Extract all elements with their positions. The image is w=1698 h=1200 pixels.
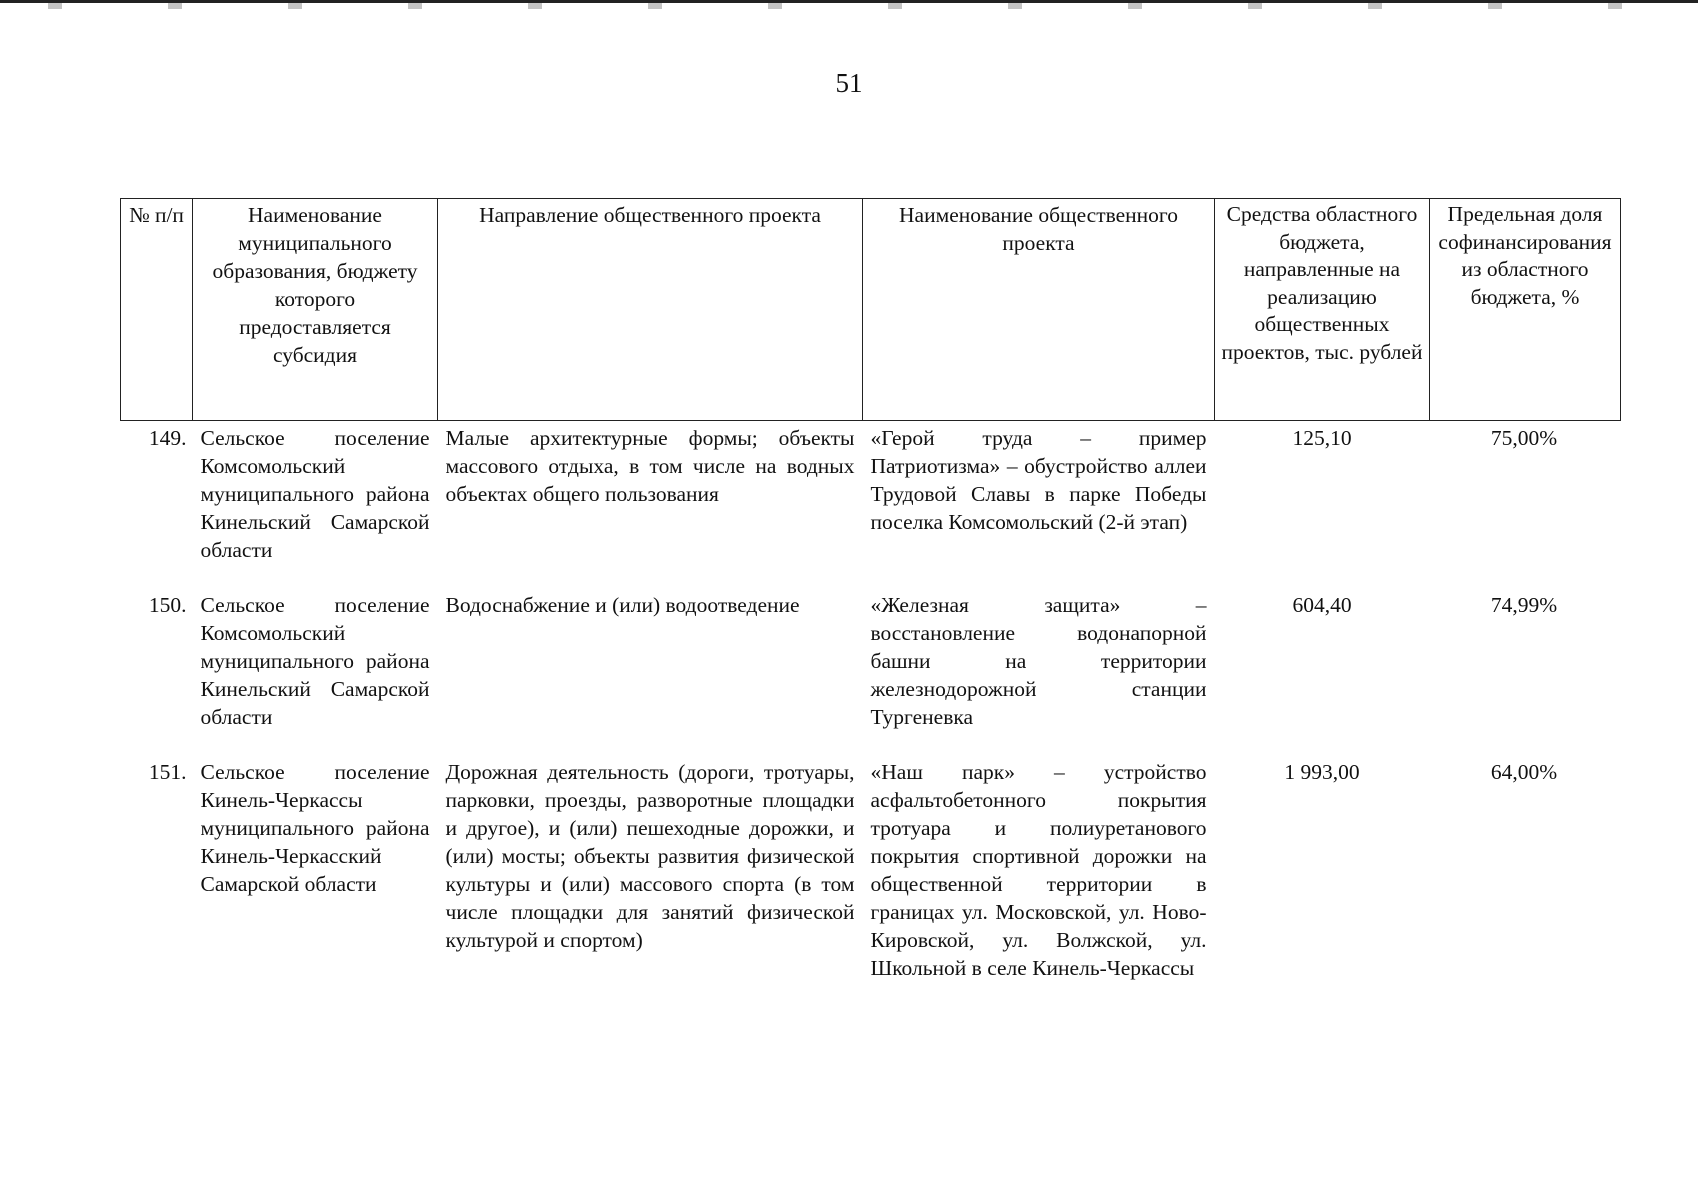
table-row — [121, 758, 1621, 1008]
direction-cell: Водоснабжение и (или) водоотведение — [445, 593, 800, 617]
row-number: 149. — [148, 426, 187, 450]
project-name-cell: «Железная защита» – восстановление водонапорной башни на территории железнодорожной станции Тургеневка — [870, 593, 1207, 729]
page-number: 51 — [835, 68, 863, 98]
direction-cell: Малые архитектурные формы; объекты массового отдыха, в том числе на водных объектах общего пользования — [445, 426, 855, 506]
project-name-cell: «Наш парк» – устройство асфальтобетонного покрытия тротуара и полиуретанового покрытия спортивной дорожки на общественной территории в границах ул. Московской, ул. Ново-Кировской, ул. Волжской, ул. Школьной в селе Кинель-Черкассы — [870, 760, 1207, 980]
row-number: 151. — [148, 760, 187, 784]
project-name-cell: «Герой труда – пример Патриотизма» – обустройство аллеи Трудовой Славы в парке Победы поселка Комсомольский (2-й этап) — [870, 426, 1207, 534]
header-project-name: Наименование общественного проекта — [863, 199, 1215, 421]
municipality-cell: Сельское поселение Кинель-Черкассы муниципального района Кинель-Черкасский Самарской области — [200, 760, 430, 896]
share-cell: 64,00% — [1490, 760, 1558, 784]
municipality-cell: Сельское поселение Комсомольский муниципального района Кинельский Самарской области — [200, 426, 430, 562]
top-scan-marks — [0, 3, 1698, 9]
header-municipality: Наименование муниципального образования, бюджету которого предоставляется субсидия — [193, 199, 438, 421]
funds-cell: 125,10 — [1292, 426, 1352, 450]
funds-cell: 1 993,00 — [1284, 760, 1360, 784]
header-num: № п/п — [121, 199, 193, 421]
header-share: Предельная доля софинансирования из областного бюджета, % — [1430, 199, 1621, 421]
subsidy-table — [120, 198, 1621, 1008]
municipality-cell: Сельское поселение Комсомольский муниципального района Кинельский Самарской области — [200, 593, 430, 729]
row-number: 150. — [148, 593, 187, 617]
share-cell: 75,00% — [1490, 426, 1558, 450]
direction-cell: Дорожная деятельность (дороги, тротуары, парковки, проезды, разворотные площадки и другое), и (или) пешеходные дорожки, и (или) мосты; объекты развития физической культуры и (или) массового спорта (в том числе площадки для занятий физической культурой и спортом) — [445, 760, 855, 952]
header-direction: Направление общественного проекта — [438, 199, 863, 421]
table-row — [121, 421, 1621, 592]
table-header — [121, 199, 1621, 421]
funds-cell: 604,40 — [1292, 593, 1352, 617]
table-row — [121, 591, 1621, 758]
share-cell: 74,99% — [1490, 593, 1558, 617]
table-body — [121, 421, 1621, 1009]
header-funds: Средства областного бюджета, направленные на реализацию общественных проектов, тыс. рублей — [1215, 199, 1430, 421]
header-row — [121, 199, 1621, 421]
